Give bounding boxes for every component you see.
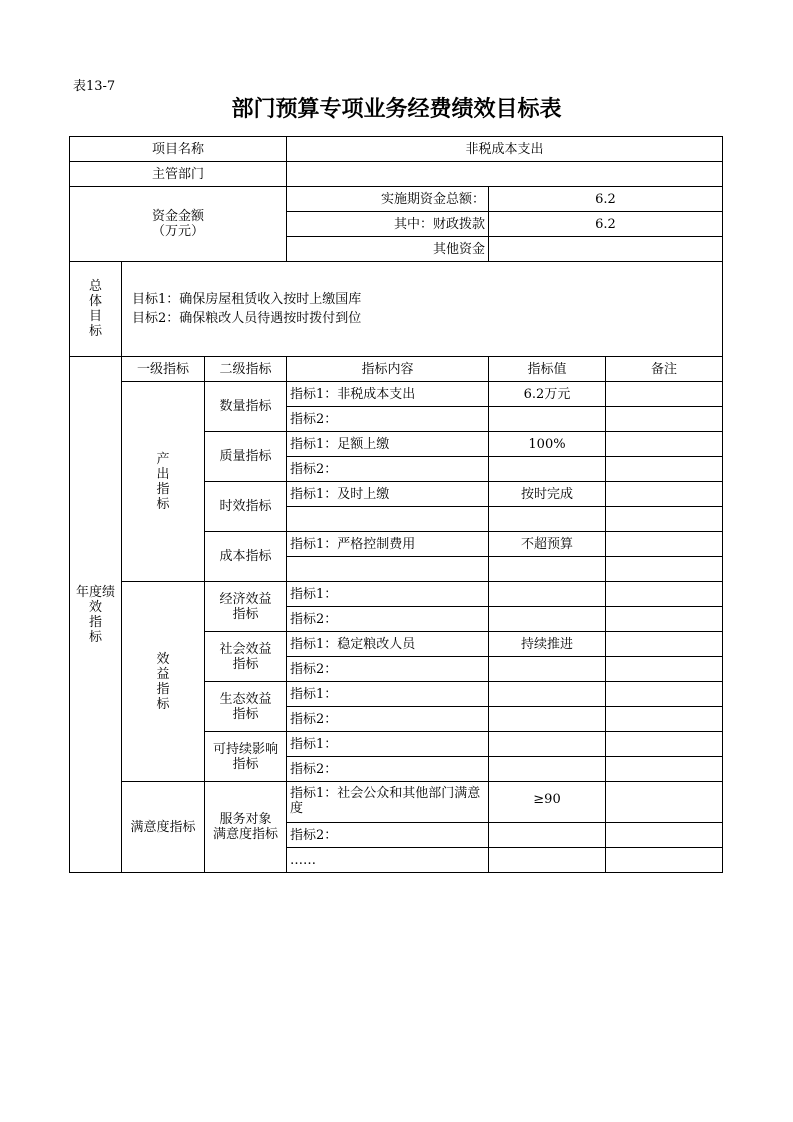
header-note: 备注 — [606, 357, 723, 382]
other-funds-label: 其他资金 — [287, 237, 489, 262]
indicator-note — [606, 823, 723, 848]
indicator-value: 100% — [489, 432, 606, 457]
indicator-value — [489, 607, 606, 632]
indicator-content: 指标1： — [287, 732, 489, 757]
indicator-content: 指标2： — [287, 823, 489, 848]
overall-goal-label: 总 体 目 标 — [70, 262, 122, 357]
service-satisfaction-indicator: 服务对象 满意度指标 — [205, 782, 287, 873]
indicator-content: 指标1：非税成本支出 — [287, 382, 489, 407]
indicator-content: 指标1：社会公众和其他部门满意度 — [287, 782, 489, 823]
indicator-value — [489, 657, 606, 682]
indicator-content: 指标1： — [287, 582, 489, 607]
indicator-note — [606, 557, 723, 582]
indicator-note — [606, 682, 723, 707]
header-level2: 二级指标 — [205, 357, 287, 382]
indicator-content: 指标2： — [287, 707, 489, 732]
indicator-content: 指标2： — [287, 757, 489, 782]
indicator-content: 指标2： — [287, 657, 489, 682]
indicator-note — [606, 607, 723, 632]
project-name-label: 项目名称 — [70, 137, 287, 162]
overall-goals — [122, 262, 723, 357]
total-funds-value: 6.2 — [489, 187, 723, 212]
header-content: 指标内容 — [287, 357, 489, 382]
indicator-note — [606, 582, 723, 607]
indicator-note — [606, 382, 723, 407]
indicator-note — [606, 457, 723, 482]
indicator-value — [489, 457, 606, 482]
indicator-content: 指标1：足额上缴 — [287, 432, 489, 457]
quantity-indicator: 数量指标 — [205, 382, 287, 432]
economic-benefit-indicator: 经济效益 指标 — [205, 582, 287, 632]
goal-item: 目标2：确保粮改人员待遇按时拨付到位 — [132, 311, 362, 326]
indicator-content: 指标1： — [287, 682, 489, 707]
funds-label: 资金金额 （万元） — [70, 187, 287, 262]
indicator-content: 指标2： — [287, 607, 489, 632]
indicator-content: …… — [287, 848, 489, 873]
social-benefit-indicator: 社会效益 指标 — [205, 632, 287, 682]
indicator-value — [489, 507, 606, 532]
header-value: 指标值 — [489, 357, 606, 382]
indicator-note — [606, 707, 723, 732]
indicator-note — [606, 407, 723, 432]
indicator-value: ≥90 — [489, 782, 606, 823]
indicator-content: 指标1：及时上缴 — [287, 482, 489, 507]
timeliness-indicator: 时效指标 — [205, 482, 287, 532]
indicator-note — [606, 732, 723, 757]
indicator-content: 指标2： — [287, 457, 489, 482]
indicator-content — [287, 557, 489, 582]
page-title: 部门预算专项业务经费绩效目标表 — [231, 97, 562, 122]
quality-indicator: 质量指标 — [205, 432, 287, 482]
table-number: 表13-7 — [73, 79, 116, 94]
header-level1: 一级指标 — [122, 357, 205, 382]
indicator-note — [606, 532, 723, 557]
indicator-note — [606, 848, 723, 873]
indicator-value — [489, 757, 606, 782]
indicator-note — [606, 632, 723, 657]
indicator-note — [606, 782, 723, 823]
other-funds-value — [489, 237, 723, 262]
indicator-content: 指标1：稳定粮改人员 — [287, 632, 489, 657]
indicator-value: 不超预算 — [489, 532, 606, 557]
benefit-indicator-label: 效 益 指 标 — [122, 582, 205, 782]
indicator-note — [606, 482, 723, 507]
indicator-content: 指标1：严格控制费用 — [287, 532, 489, 557]
performance-target-table — [69, 136, 723, 873]
dept-label: 主管部门 — [70, 162, 287, 187]
goal-item: 目标1：确保房屋租赁收入按时上缴国库 — [132, 292, 362, 307]
indicator-value — [489, 823, 606, 848]
indicator-note — [606, 757, 723, 782]
indicator-value — [489, 707, 606, 732]
indicator-value: 按时完成 — [489, 482, 606, 507]
indicator-value — [489, 848, 606, 873]
project-name-value: 非税成本支出 — [287, 137, 723, 162]
indicator-value — [489, 732, 606, 757]
indicator-value — [489, 557, 606, 582]
cost-indicator: 成本指标 — [205, 532, 287, 582]
dept-value — [287, 162, 723, 187]
indicator-value — [489, 682, 606, 707]
indicator-value — [489, 582, 606, 607]
total-funds-label: 实施期资金总额： — [287, 187, 489, 212]
satisfaction-indicator-label: 满意度指标 — [122, 782, 205, 873]
fiscal-funds-value: 6.2 — [489, 212, 723, 237]
fiscal-funds-label: 其中：财政拨款 — [287, 212, 489, 237]
indicator-note — [606, 657, 723, 682]
indicator-content — [287, 507, 489, 532]
indicator-value: 持续推进 — [489, 632, 606, 657]
indicator-value: 6.2万元 — [489, 382, 606, 407]
sustainable-impact-indicator: 可持续影响 指标 — [205, 732, 287, 782]
annual-indicator-label: 年度绩 效 指 标 — [70, 357, 122, 873]
output-indicator-label: 产 出 指 标 — [122, 382, 205, 582]
indicator-value — [489, 407, 606, 432]
indicator-note — [606, 507, 723, 532]
ecological-benefit-indicator: 生态效益 指标 — [205, 682, 287, 732]
indicator-content: 指标2： — [287, 407, 489, 432]
indicator-note — [606, 432, 723, 457]
